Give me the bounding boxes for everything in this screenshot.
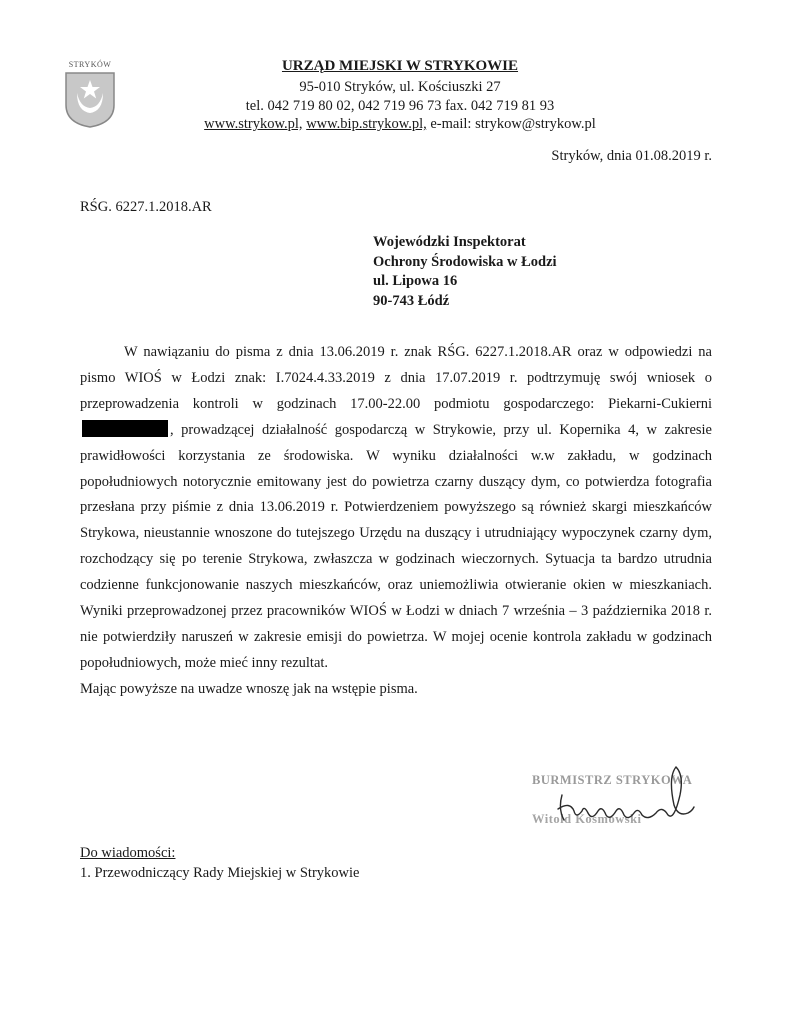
- recipient-line-3: ul. Lipowa 16: [373, 273, 458, 289]
- cc-title: Do wiadomości:: [80, 845, 176, 861]
- redaction-block: [82, 420, 168, 437]
- stamp-title: BURMISTRZ STRYKOWA: [532, 773, 693, 787]
- office-address: 95-010 Stryków, ul. Kościuszki 27: [299, 79, 501, 95]
- email-text: e-mail: strykow@strykow.pl: [430, 116, 596, 132]
- reference-number: RŚG. 6227.1.2018.AR: [80, 199, 212, 215]
- recipient-line-2: Ochrony Środowiska w Łodzi: [373, 253, 557, 270]
- office-contacts: [150, 116, 650, 133]
- date-line: Stryków, dnia 01.08.2019 r.: [551, 148, 712, 164]
- stamp-name: Witold Kosmowski: [532, 812, 642, 826]
- mayor-stamp: [518, 765, 708, 835]
- website-link[interactable]: www.strykow.pl,: [204, 116, 303, 132]
- cc-item-1: 1. Przewodniczący Rady Miejskiej w Strykowie: [80, 865, 360, 881]
- recipient-address: [373, 233, 557, 311]
- body-paragraph-1: [80, 340, 712, 677]
- cc-section: [80, 843, 359, 883]
- paragraph-1-part-b: , prowadzącej działalność gospodarczą w Strykowie, przy ul. Kopernika 4, w zakresie prawidłowości korzystania ze środowiska. W wyniku działalności w.w zakładu, w godzinach popołudniowych notorycznie emitowany jest do powietrza czarny duszący dym, co potwierdza fotografia przesłana przy piśmie z dnia 13.06.2019 r. Potwierdzeniem powyższego są również skargi mieszkańców Strykowa, nieustannie wnoszone do tutejszego Urzędu na duszący i utrudniający wypoczynek czarny dym, rozchodzący się po terenie Strykowa, zwłaszcza w godzinach wieczornych. Sytuacja ta bardzo utrudnia codzienne funkcjonowanie naszych mieszkańców, oraz uniemożliwia otwieranie okien w mieszkaniach. Wyniki przeprowadzonej przez pracowników WIOŚ w Łodzi w dniach 7 września – 3 października 2018 r. nie potwierdziły naruszeń w zakresie emisji do powietrza. W mojej ocenie kontrola zakładu w godzinach popołudniowych, może mieć inny rezultat.: [80, 421, 712, 671]
- body-paragraph-2: Mając powyższe na uwadze wnoszę jak na wstępie pisma.: [80, 680, 418, 697]
- crest-label: STRYKÓW: [68, 60, 112, 69]
- signature-icon: [518, 765, 708, 835]
- bip-website-link[interactable]: www.bip.strykow.pl,: [306, 116, 427, 132]
- office-phones: tel. 042 719 80 02, 042 719 96 73 fax. 042 719 81 93: [245, 98, 555, 114]
- paragraph-1-part-a: W nawiązaniu do pisma z dnia 13.06.2019 r. znak RŚG. 6227.1.2018.AR oraz w odpowiedzi na pismo WIOŚ w Łodzi znak: I.7024.4.33.2019 z dnia 17.07.2019 r. podtrzymuję swój wniosek o przeprowadzenia kontroli w godzinach 17.00-22.00 podmiotu gospodarczego: Piekarni-Cukierni: [80, 344, 712, 412]
- letter-body: [80, 340, 712, 703]
- city-crest: [59, 60, 121, 130]
- office-name: URZĄD MIEJSKI W STRYKOWIE: [281, 58, 519, 74]
- recipient-line-4: 90-743 Łódź: [373, 292, 450, 309]
- crest-shield-icon: [63, 71, 117, 129]
- recipient-line-1: Wojewódzki Inspektorat: [373, 234, 526, 250]
